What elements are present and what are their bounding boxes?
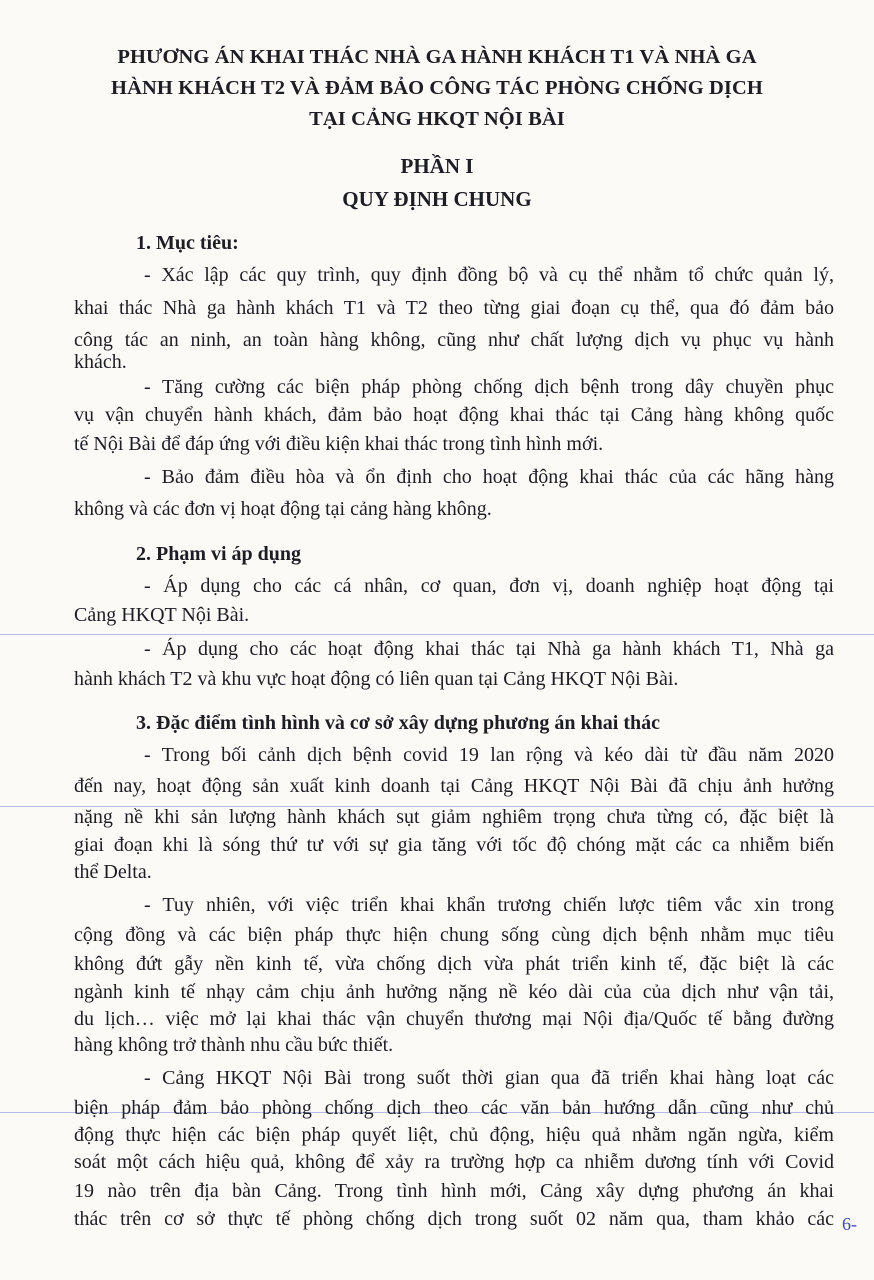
- paragraph-line: cộng đồng và các biện pháp thực hiện chung sống cùng dịch bệnh nhằm mục tiêu: [74, 924, 834, 946]
- paragraph-line: - Xác lập các quy trình, quy định đồng bộ và cụ thể nhằm tổ chức quản lý,: [144, 264, 834, 286]
- paragraph-line: biện pháp đảm bảo phòng chống dịch theo các văn bản hướng dẫn cũng như chủ: [74, 1097, 834, 1119]
- paragraph-line: hàng không trở thành nhu cầu bức thiết.: [74, 1034, 394, 1056]
- paragraph-line: không đứt gẫy nền kinh tế, vừa chống dịch vừa phát triển kinh tế, đặc biệt là các: [74, 953, 834, 975]
- paragraph-line: giai đoạn khi là sóng thứ tư với sự gia tăng với tốc độ chóng mặt các ca nhiễm biến: [74, 834, 834, 856]
- scan-line: [0, 634, 874, 635]
- paragraph-line: - Tuy nhiên, với việc triển khai khẩn trương chiến lược tiêm vắc xin trong: [144, 894, 834, 916]
- paragraph-line: - Áp dụng cho các hoạt động khai thác tại Nhà ga hành khách T1, Nhà ga: [144, 638, 834, 660]
- title-line: HÀNH KHÁCH T2 VÀ ĐẢM BẢO CÔNG TÁC PHÒNG CHỐNG DỊCH: [111, 77, 763, 99]
- paragraph-line: động thực hiện các biện pháp quyết liệt, chủ động, hiệu quả nhằm ngăn ngừa, kiểm: [74, 1124, 834, 1146]
- paragraph-line: soát một cách hiệu quả, không để xảy ra trường hợp ca nhiễm dương tính với Covid: [74, 1151, 834, 1173]
- paragraph-line: - Trong bối cảnh dịch bệnh covid 19 lan rộng và kéo dài từ đầu năm 2020: [144, 744, 834, 766]
- paragraph-line: nặng nề khi sản lượng hành khách sụt giảm nghiêm trọng chưa từng có, đặc biệt là: [74, 806, 834, 828]
- paragraph-line: thể Delta.: [74, 861, 152, 883]
- paragraph-line: - Áp dụng cho các cá nhân, cơ quan, đơn vị, doanh nghiệp hoạt động tại: [144, 575, 834, 597]
- paragraph-line: - Cảng HKQT Nội Bài trong suốt thời gian qua đã triển khai hàng loạt các: [144, 1067, 834, 1089]
- document-title: [60, 42, 814, 135]
- paragraph-line: - Bảo đảm điều hòa và ổn định cho hoạt động khai thác của các hãng hàng: [144, 466, 834, 488]
- paragraph-line: vụ vận chuyển hành khách, đảm bảo hoạt động khai thác tại Cảng hàng không quốc: [74, 404, 834, 426]
- paragraph-line: ngành kinh tế nhạy cảm chịu ảnh hưởng nặng nề kéo dài của của dịch như vận tải,: [74, 981, 834, 1003]
- section-3-heading: 3. Đặc điểm tình hình và cơ sở xây dựng phương án khai thác: [136, 712, 661, 734]
- part-heading: [60, 150, 814, 216]
- paragraph-line: Cảng HKQT Nội Bài.: [74, 604, 250, 626]
- paragraph-line: 19 nào trên địa bàn Cảng. Trong tình hình mới, Cảng xây dựng phương án khai: [74, 1180, 834, 1202]
- part-title: QUY ĐỊNH CHUNG: [342, 187, 532, 211]
- margin-mark: 6-: [842, 1214, 857, 1234]
- section-2-heading: 2. Phạm vi áp dụng: [136, 543, 302, 565]
- title-line: PHƯƠNG ÁN KHAI THÁC NHÀ GA HÀNH KHÁCH T1 VÀ NHÀ GA: [117, 46, 757, 68]
- paragraph-line: đến nay, hoạt động sản xuất kinh doanh tại Cảng HKQT Nội Bài đã chịu ảnh hưởng: [74, 775, 834, 797]
- paragraph-line: thác trên cơ sở thực tế phòng chống dịch trong suốt 02 năm qua, tham khảo các: [74, 1208, 834, 1230]
- paragraph-line: khách.: [74, 351, 127, 373]
- paragraph-line: du lịch… việc mở lại khai thác vận chuyển thương mại Nội địa/Quốc tế bằng đường: [74, 1008, 834, 1030]
- paragraph-line: công tác an ninh, an toàn hàng không, cũng như chất lượng dịch vụ phục vụ hành: [74, 329, 834, 351]
- paragraph-line: - Tăng cường các biện pháp phòng chống dịch bệnh trong dây chuyền phục: [144, 376, 834, 398]
- title-line: TẠI CẢNG HKQT NỘI BÀI: [309, 108, 565, 130]
- paragraph-line: khai thác Nhà ga hành khách T1 và T2 theo từng giai đoạn cụ thể, qua đó đảm bảo: [74, 297, 834, 319]
- paragraph-line: không và các đơn vị hoạt động tại cảng hàng không.: [74, 498, 492, 520]
- paragraph-line: hành khách T2 và khu vực hoạt động có liên quan tại Cảng HKQT Nội Bài.: [74, 668, 679, 690]
- section-1-heading: 1. Mục tiêu:: [136, 232, 239, 254]
- part-number: PHẦN I: [400, 154, 474, 178]
- paragraph-line: tế Nội Bài để đáp ứng với điều kiện khai thác trong tình hình mới.: [74, 433, 604, 455]
